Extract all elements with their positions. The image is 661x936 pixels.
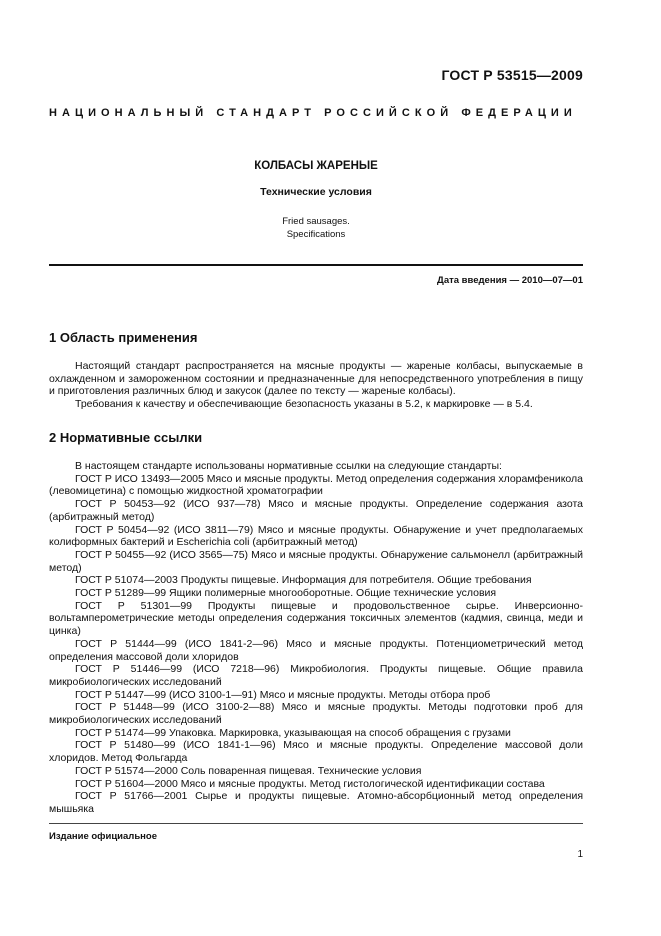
- reference-item: ГОСТ Р 50453—92 (ИСО 937—78) Мясо и мясные продукты. Определение содержания азота (арбитражный метод): [49, 498, 583, 523]
- reference-item: ГОСТ Р 50454—92 (ИСО 3811—79) Мясо и мясные продукты. Обнаружение и учет предполагаемых колиформных бактерий и Escherichia coli (арбитражный метод): [49, 523, 583, 549]
- section-2-heading: 2 Нормативные ссылки: [49, 430, 203, 445]
- section-1-body: [49, 360, 583, 411]
- footer-rule: [49, 823, 583, 824]
- reference-item: ГОСТ Р 51444—99 (ИСО 1841-2—96) Мясо и мясные продукты. Потенциометрический метод определения массовой доли хлоридов: [49, 637, 583, 663]
- standard-code: ГОСТ Р 53515—2009: [441, 67, 583, 83]
- national-standard-banner: НАЦИОНАЛЬНЫЙ СТАНДАРТ РОССИЙСКОЙ ФЕДЕРАЦИИ: [49, 107, 577, 119]
- paragraph: Настоящий стандарт распространяется на мясные продукты — жареные колбасы, выпускаемые в охлажденном и замороженном состоянии и предназначенные для непосредственного употребления в пищу и приготовления различных блюд и закусок (далее по тексту — жареные колбасы).: [49, 360, 583, 398]
- official-edition-label: Издание официальное: [49, 831, 157, 842]
- english-title-line-2: Specifications: [286, 229, 346, 240]
- reference-item: ГОСТ Р 51766—2001 Сырье и продукты пищевые. Атомно-абсорбционный метод определения мышьяка: [49, 790, 583, 815]
- reference-item: ГОСТ Р 51480—99 (ИСО 1841-1—96) Мясо и мясные продукты. Определение массовой доли хлоридов. Метод Фольгарда: [49, 739, 583, 765]
- document-subtitle: Технические условия: [260, 186, 372, 198]
- header-rule: [49, 264, 583, 266]
- introduction-date: Дата введения — 2010—07—01: [437, 275, 583, 286]
- reference-item: ГОСТ Р ИСО 13493—2005 Мясо и мясные продукты. Метод определения содержания хлорамфеникола (левомицетина) с помощью жидкостной хроматографии: [49, 472, 583, 498]
- reference-item: ГОСТ Р 51301—99 Продукты пищевые и продовольственное сырье. Инверсионно-вольтамперометрические методы определения содержания токсичных элементов (кадмия, свинца, меди и цинка): [49, 599, 583, 638]
- document-title: КОЛБАСЫ ЖАРЕНЫЕ: [254, 160, 378, 172]
- reference-item: ГОСТ Р 51448—99 (ИСО 3100-2—88) Мясо и мясные продукты. Методы подготовки проб для микробиологических исследований: [49, 701, 583, 727]
- english-title: [49, 215, 583, 241]
- reference-item: ГОСТ Р 50455—92 (ИСО 3565—75) Мясо и мясные продукты. Обнаружение сальмонелл (арбитражный метод): [49, 548, 583, 574]
- reference-item: ГОСТ Р 51447—99 (ИСО 3100-1—91) Мясо и мясные продукты. Методы отбора проб: [75, 688, 491, 701]
- section-1-heading: 1 Область применения: [49, 330, 198, 345]
- paragraph: Требования к качеству и обеспечивающие безопасность указаны в 5.2, к маркировке — в 5.4.: [75, 398, 533, 411]
- english-title-line-1: Fried sausages.: [282, 216, 350, 227]
- reference-item: ГОСТ Р 51604—2000 Мясо и мясные продукты. Метод гистологической идентификации состава: [75, 777, 545, 790]
- section-2-body: [49, 460, 583, 816]
- reference-item: ГОСТ Р 51074—2003 Продукты пищевые. Информация для потребителя. Общие требования: [75, 574, 532, 587]
- reference-item: ГОСТ Р 51474—99 Упаковка. Маркировка, указывающая на способ обращения с грузами: [75, 726, 511, 739]
- paragraph: В настоящем стандарте использованы нормативные ссылки на следующие стандарты:: [75, 460, 502, 472]
- reference-item: ГОСТ Р 51574—2000 Соль поваренная пищевая. Технические условия: [75, 764, 422, 777]
- reference-item: ГОСТ Р 51446—99 (ИСО 7218—96) Микробиология. Продукты пищевые. Общие правила микробиологических исследований: [49, 663, 583, 688]
- reference-item: ГОСТ Р 51289—99 Ящики полимерные многооборотные. Общие технические условия: [75, 587, 497, 600]
- page-number: 1: [577, 849, 583, 860]
